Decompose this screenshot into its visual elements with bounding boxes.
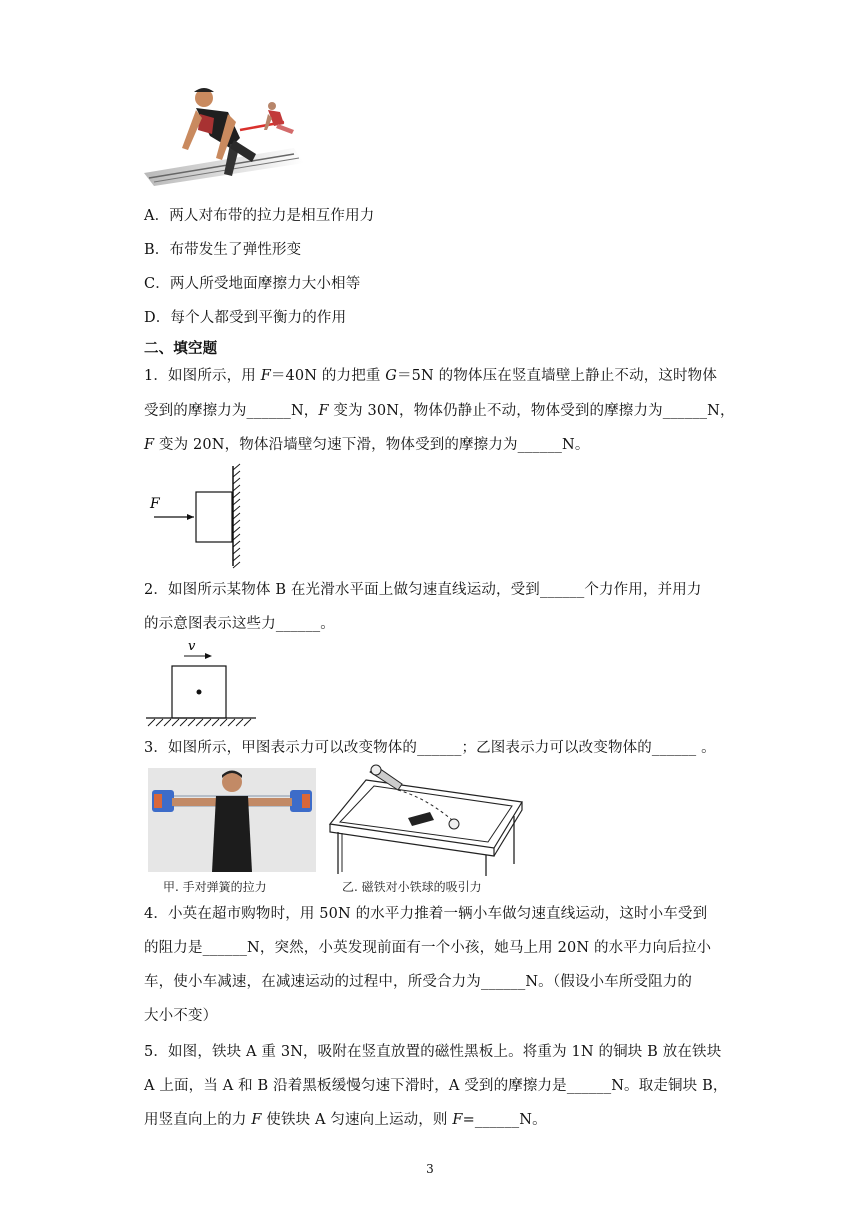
section-title: 二、填空题 bbox=[144, 340, 218, 357]
text-run: 变为 30N，物体仍静止不动，物体受到的摩擦力为______N， bbox=[328, 403, 735, 419]
q5-line-1: 5．如图，铁块 A 重 3N，吸附在竖直放置的磁性黑板上。将重为 1N 的铜块 B 放在铁块 bbox=[144, 1044, 722, 1060]
text-run: ＝5N 的物体压在竖直墙壁上静止不动，这时物体 bbox=[397, 368, 717, 384]
q4-line-4: 大小不变） bbox=[144, 1008, 218, 1024]
var-g: G bbox=[385, 368, 397, 384]
text-run: ＝40N 的力把重 bbox=[270, 368, 386, 384]
text-run: 变为 20N，物体沿墙壁匀速下滑，物体受到的摩擦力为______N。 bbox=[154, 437, 590, 453]
q1-line-3 bbox=[144, 435, 590, 455]
q2-line-1: 2．如图所示某物体 B 在光滑水平面上做匀速直线运动，受到______个力作用，并用力 bbox=[144, 582, 702, 598]
page-number: 3 bbox=[426, 1162, 434, 1176]
q1-line-1 bbox=[144, 366, 717, 386]
caption-jia: 甲. 手对弹簧的拉力 bbox=[163, 880, 267, 894]
q1-line-2 bbox=[144, 401, 735, 421]
text-run: =______N。 bbox=[462, 1112, 547, 1128]
q5-line-3 bbox=[144, 1110, 547, 1130]
magnet-table-diagram bbox=[326, 764, 524, 876]
spring-pull-photo bbox=[148, 768, 316, 872]
q2-line-2: 的示意图表示这些力______。 bbox=[144, 616, 335, 632]
q4-line-3: 车，使小车减速，在减速运动的过程中，所受合力为______N。（假设小车所受阻力的 bbox=[144, 974, 693, 990]
q4-line-1: 4．小英在超市购物时，用 50N 的水平力推着一辆小车做匀速直线运动，这时小车受到 bbox=[144, 906, 708, 922]
text-run: 使铁块 A 匀速向上运动，则 bbox=[261, 1112, 453, 1128]
wall-block-diagram bbox=[144, 462, 254, 570]
q4-line-2: 的阻力是______N，突然，小英发现前面有一个小孩，她马上用 20N 的水平力向后拉小 bbox=[144, 940, 712, 956]
q5-line-2: A 上面，当 A 和 B 沿着黑板缓慢匀速下滑时，A 受到的摩擦力是______N。取走铜块 B， bbox=[144, 1078, 728, 1094]
var-f: F bbox=[318, 403, 329, 419]
text-run: 用竖直向上的力 bbox=[144, 1112, 252, 1128]
text-run: 受到的摩擦力为______N， bbox=[144, 403, 319, 419]
q3-line-1: 3．如图所示，甲图表示力可以改变物体的______；乙图表示力可以改变物体的______ 。 bbox=[144, 740, 716, 756]
moving-block-diagram bbox=[144, 638, 260, 730]
option-d: D．每个人都受到平衡力的作用 bbox=[144, 310, 347, 326]
var-f: F bbox=[452, 1112, 463, 1128]
force-label-f: F bbox=[150, 496, 160, 512]
var-f: F bbox=[144, 437, 155, 453]
var-f: F bbox=[251, 1112, 262, 1128]
tug-of-war-photo bbox=[144, 78, 304, 188]
var-f: F bbox=[260, 368, 271, 384]
velocity-label-v: v bbox=[188, 639, 196, 654]
option-b: B．布带发生了弹性形变 bbox=[144, 242, 302, 258]
option-c: C．两人所受地面摩擦力大小相等 bbox=[144, 276, 361, 292]
text-run: 1．如图所示，用 bbox=[144, 368, 261, 384]
option-a: A．两人对布带的拉力是相互作用力 bbox=[144, 208, 375, 224]
caption-yi: 乙. 磁铁对小铁球的吸引力 bbox=[342, 880, 482, 894]
